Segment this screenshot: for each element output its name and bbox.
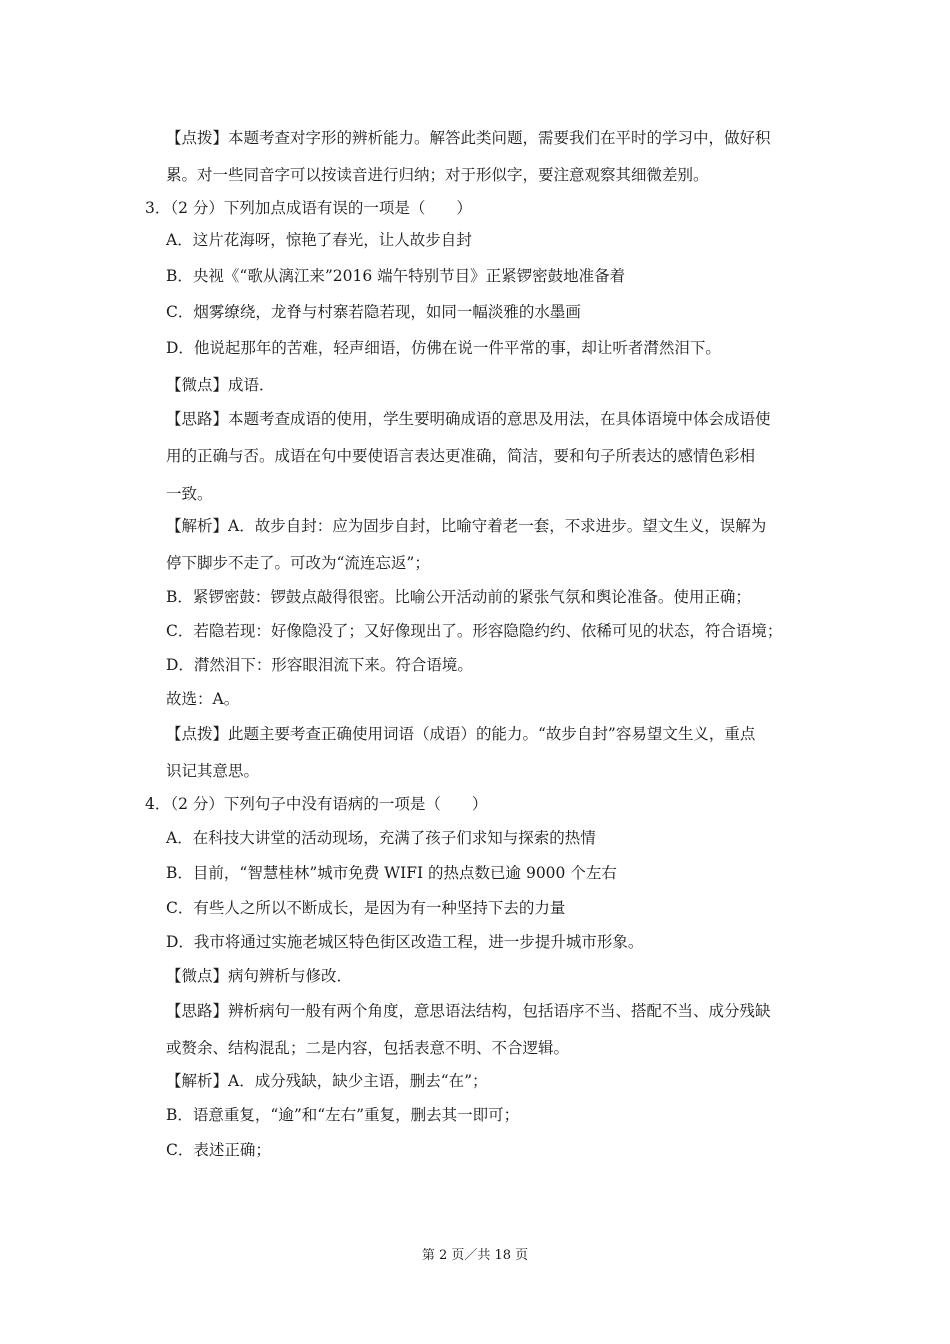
question-4-option-c: C．有些人之所以不断成长，是因为有一种坚持下去的力量 [166, 899, 566, 917]
tip-paragraph-line: 识记其意思。 [166, 762, 260, 780]
thinking-paragraph-line: 【思路】本题考查成语的使用，学生要明确成语的意思及用法，在具体语境中体会成语使 [166, 410, 771, 428]
knowledge-point: 【微点】成语． [166, 376, 275, 394]
question-4-option-a: A．在科技大讲堂的活动现场，充满了孩子们求知与探索的热情 [166, 829, 596, 847]
tip-paragraph-line: 累。对一些同音字可以按读音进行归纳；对于形似字，要注意观察其细微差别。 [166, 166, 709, 184]
page-footer: 第 2 页／共 18 页 [421, 1248, 529, 1263]
analysis-paragraph-line: B．紧锣密鼓：锣鼓点敲得很密。比喻公开活动前的紧张气氛和舆论准备。使用正确； [166, 588, 751, 606]
analysis-paragraph-line: C．若隐若现：好像隐没了；又好像现出了。形容隐隐约约、依稀可见的状态，符合语境； [166, 622, 783, 640]
tip-paragraph-line: 【点拨】本题考查对字形的辨析能力。解答此类问题，需要我们在平时的学习中，做好积 [166, 129, 771, 147]
analysis-paragraph-line: B．语意重复，“逾”和“左右”重复，删去其一即可； [166, 1106, 520, 1124]
analysis-paragraph-line: C．表述正确； [166, 1141, 271, 1159]
analysis-paragraph-line: 【解析】A．成分残缺，缺少主语，删去“在”； [166, 1072, 488, 1090]
answer-line: 故选：A。 [166, 690, 240, 708]
thinking-paragraph-line: 【思路】辨析病句一般有两个角度，意思语法结构，包括语序不当、搭配不当、成分残缺 [166, 1002, 771, 1020]
tip-paragraph-line: 【点拨】此题主要考查正确使用词语（成语）的能力。“故步自封”容易望文生义，重点 [166, 725, 756, 743]
thinking-paragraph-line: 一致。 [166, 485, 213, 503]
thinking-paragraph-line: 或赘余、结构混乱；二是内容，包括表意不明、不合逻辑。 [166, 1039, 570, 1057]
question-4-stem: 4．（2 分）下列句子中没有语病的一项是（ ） [145, 795, 488, 813]
question-3-option-a: A．这片花海呀，惊艳了春光，让人故步自封 [166, 231, 472, 249]
analysis-paragraph-line: D．潸然泪下：形容眼泪流下来。符合语境。 [166, 656, 473, 674]
analysis-paragraph-line: 【解析】A．故步自封：应为固步自封，比喻守着老一套，不求进步。望文生义，误解为 [166, 517, 767, 535]
question-3-stem: 3．（2 分）下列加点成语有误的一项是（ ） [145, 199, 472, 217]
analysis-paragraph-line: 停下脚步不走了。可改为“流连忘返”； [166, 554, 430, 572]
question-4-option-d: D．我市将通过实施老城区特色街区改造工程，进一步提升城市形象。 [166, 933, 644, 951]
thinking-paragraph-line: 用的正确与否。成语在句中要使语言表达更准确，简洁，要和句子所表达的感情色彩相 [166, 447, 756, 465]
question-3-option-d: D．他说起那年的苦难，轻声细语，仿佛在说一件平常的事，却让听者潸然泪下。 [166, 339, 721, 357]
knowledge-point: 【微点】病句辨析与修改． [166, 967, 353, 985]
question-3-option-b: B．央视《“歌从漓江来”2016 端午特别节目》正紧锣密鼓地准备着 [166, 267, 626, 285]
question-3-option-c: C．烟雾缭绕，龙脊与村寨若隐若现，如同一幅淡雅的水墨画 [166, 303, 581, 321]
question-4-option-b: B．目前，“智慧桂林”城市免费 WIFI 的热点数已逾 9000 个左右 [166, 864, 617, 882]
